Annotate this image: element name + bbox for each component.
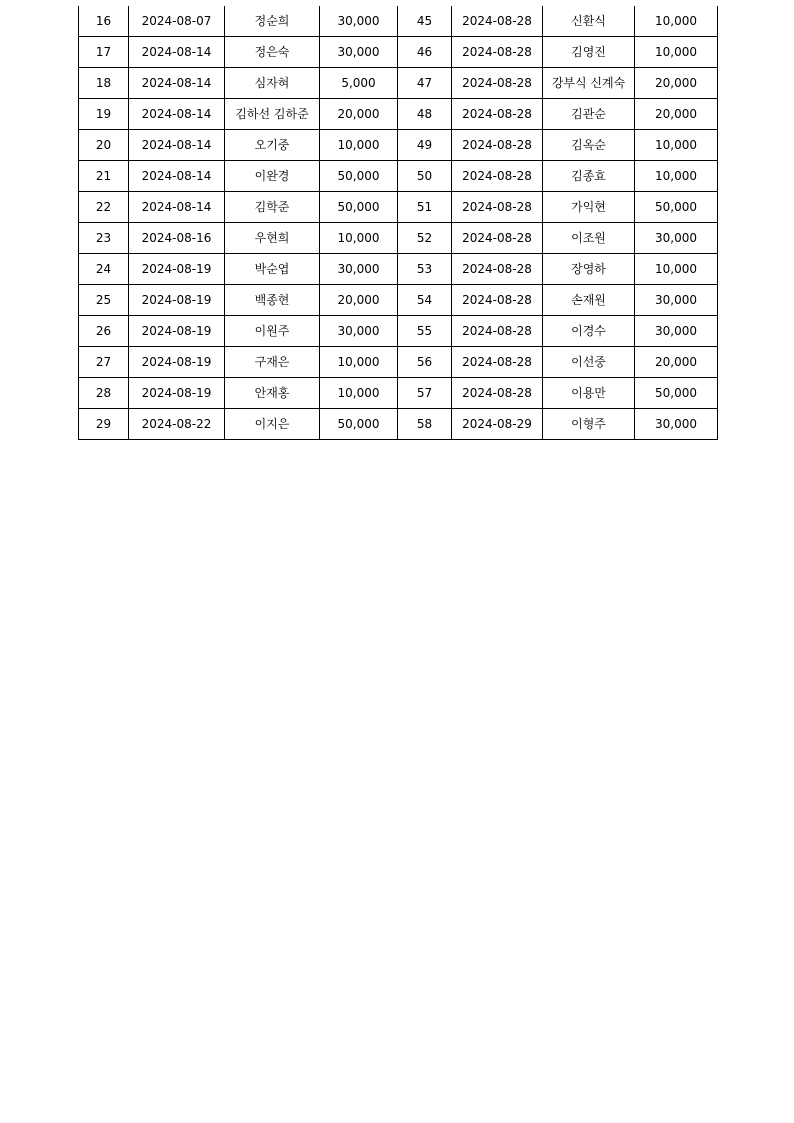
right-donor-name-cell: 이용만 xyxy=(543,378,635,409)
left-donor-name-cell: 이지은 xyxy=(225,409,320,440)
left-donation-amount-cell: 30,000 xyxy=(320,254,398,285)
right-entry-date-cell: 2024-08-28 xyxy=(452,192,543,223)
right-entry-number-cell: 46 xyxy=(398,37,452,68)
table-row xyxy=(79,347,718,378)
left-donor-name-cell: 안재홍 xyxy=(225,378,320,409)
right-entry-number-cell: 49 xyxy=(398,130,452,161)
right-entry-date-cell: 2024-08-28 xyxy=(452,37,543,68)
left-entry-number-cell: 20 xyxy=(79,130,129,161)
left-entry-number-cell: 25 xyxy=(79,285,129,316)
right-donation-amount-cell: 20,000 xyxy=(635,68,718,99)
left-donation-amount-cell: 30,000 xyxy=(320,316,398,347)
left-donor-name-cell: 정순희 xyxy=(225,6,320,37)
right-entry-date-cell: 2024-08-28 xyxy=(452,347,543,378)
right-donation-amount-cell: 10,000 xyxy=(635,37,718,68)
left-entry-number-cell: 28 xyxy=(79,378,129,409)
donation-table xyxy=(78,6,718,440)
left-entry-number-cell: 19 xyxy=(79,99,129,130)
right-entry-date-cell: 2024-08-29 xyxy=(452,409,543,440)
right-donor-name-cell: 이경수 xyxy=(543,316,635,347)
left-entry-date-cell: 2024-08-16 xyxy=(129,223,225,254)
left-entry-date-cell: 2024-08-14 xyxy=(129,130,225,161)
left-donation-amount-cell: 50,000 xyxy=(320,192,398,223)
right-donation-amount-cell: 20,000 xyxy=(635,347,718,378)
left-entry-date-cell: 2024-08-19 xyxy=(129,254,225,285)
right-entry-number-cell: 47 xyxy=(398,68,452,99)
left-donor-name-cell: 김학준 xyxy=(225,192,320,223)
left-entry-date-cell: 2024-08-22 xyxy=(129,409,225,440)
left-entry-date-cell: 2024-08-19 xyxy=(129,316,225,347)
right-donor-name-cell: 김옥순 xyxy=(543,130,635,161)
table-row xyxy=(79,37,718,68)
table-row xyxy=(79,68,718,99)
right-donation-amount-cell: 10,000 xyxy=(635,130,718,161)
left-entry-number-cell: 27 xyxy=(79,347,129,378)
left-donor-name-cell: 박순엽 xyxy=(225,254,320,285)
left-donation-amount-cell: 10,000 xyxy=(320,378,398,409)
right-entry-date-cell: 2024-08-28 xyxy=(452,161,543,192)
left-entry-number-cell: 26 xyxy=(79,316,129,347)
right-donor-name-cell: 이형주 xyxy=(543,409,635,440)
right-donor-name-cell: 김종효 xyxy=(543,161,635,192)
left-donation-amount-cell: 5,000 xyxy=(320,68,398,99)
right-donor-name-cell: 강부식 신계숙 xyxy=(543,68,635,99)
table-row xyxy=(79,316,718,347)
table-row xyxy=(79,285,718,316)
left-entry-date-cell: 2024-08-19 xyxy=(129,285,225,316)
left-donation-amount-cell: 20,000 xyxy=(320,99,398,130)
left-entry-number-cell: 16 xyxy=(79,6,129,37)
left-entry-number-cell: 21 xyxy=(79,161,129,192)
left-donation-amount-cell: 10,000 xyxy=(320,130,398,161)
left-donation-amount-cell: 10,000 xyxy=(320,223,398,254)
right-donor-name-cell: 장영하 xyxy=(543,254,635,285)
left-donation-amount-cell: 50,000 xyxy=(320,161,398,192)
right-donation-amount-cell: 30,000 xyxy=(635,285,718,316)
table-row xyxy=(79,99,718,130)
right-donation-amount-cell: 10,000 xyxy=(635,254,718,285)
table-row xyxy=(79,409,718,440)
right-entry-number-cell: 45 xyxy=(398,6,452,37)
left-donor-name-cell: 우현희 xyxy=(225,223,320,254)
right-donor-name-cell: 이조원 xyxy=(543,223,635,254)
right-entry-number-cell: 57 xyxy=(398,378,452,409)
right-donor-name-cell: 신환식 xyxy=(543,6,635,37)
left-donation-amount-cell: 30,000 xyxy=(320,37,398,68)
left-donation-amount-cell: 10,000 xyxy=(320,347,398,378)
left-entry-date-cell: 2024-08-19 xyxy=(129,378,225,409)
right-entry-number-cell: 52 xyxy=(398,223,452,254)
right-donation-amount-cell: 10,000 xyxy=(635,161,718,192)
right-donor-name-cell: 김영진 xyxy=(543,37,635,68)
right-donation-amount-cell: 30,000 xyxy=(635,316,718,347)
right-donation-amount-cell: 50,000 xyxy=(635,192,718,223)
right-entry-number-cell: 54 xyxy=(398,285,452,316)
table-row xyxy=(79,223,718,254)
table-row xyxy=(79,254,718,285)
left-donor-name-cell: 구재은 xyxy=(225,347,320,378)
right-donation-amount-cell: 30,000 xyxy=(635,223,718,254)
left-entry-number-cell: 18 xyxy=(79,68,129,99)
left-donation-amount-cell: 20,000 xyxy=(320,285,398,316)
left-entry-date-cell: 2024-08-14 xyxy=(129,192,225,223)
right-entry-number-cell: 53 xyxy=(398,254,452,285)
table-row xyxy=(79,161,718,192)
left-entry-date-cell: 2024-08-14 xyxy=(129,161,225,192)
table-row xyxy=(79,378,718,409)
right-entry-date-cell: 2024-08-28 xyxy=(452,223,543,254)
left-entry-number-cell: 22 xyxy=(79,192,129,223)
left-donor-name-cell: 김하선 김하준 xyxy=(225,99,320,130)
left-donor-name-cell: 백종현 xyxy=(225,285,320,316)
left-entry-number-cell: 29 xyxy=(79,409,129,440)
left-entry-date-cell: 2024-08-14 xyxy=(129,99,225,130)
left-donor-name-cell: 심자혀 xyxy=(225,68,320,99)
right-entry-date-cell: 2024-08-28 xyxy=(452,285,543,316)
left-entry-number-cell: 23 xyxy=(79,223,129,254)
right-entry-date-cell: 2024-08-28 xyxy=(452,378,543,409)
right-entry-date-cell: 2024-08-28 xyxy=(452,254,543,285)
left-entry-date-cell: 2024-08-19 xyxy=(129,347,225,378)
left-donor-name-cell: 이원주 xyxy=(225,316,320,347)
table-row xyxy=(79,130,718,161)
right-donation-amount-cell: 50,000 xyxy=(635,378,718,409)
right-entry-date-cell: 2024-08-28 xyxy=(452,130,543,161)
right-donation-amount-cell: 20,000 xyxy=(635,99,718,130)
right-entry-number-cell: 50 xyxy=(398,161,452,192)
left-entry-number-cell: 24 xyxy=(79,254,129,285)
right-donor-name-cell: 가익현 xyxy=(543,192,635,223)
right-entry-date-cell: 2024-08-28 xyxy=(452,99,543,130)
right-entry-number-cell: 55 xyxy=(398,316,452,347)
left-entry-date-cell: 2024-08-14 xyxy=(129,37,225,68)
left-donation-amount-cell: 30,000 xyxy=(320,6,398,37)
right-entry-number-cell: 58 xyxy=(398,409,452,440)
right-entry-number-cell: 48 xyxy=(398,99,452,130)
right-donation-amount-cell: 10,000 xyxy=(635,6,718,37)
table-row xyxy=(79,6,718,37)
left-entry-number-cell: 17 xyxy=(79,37,129,68)
right-donor-name-cell: 김관순 xyxy=(543,99,635,130)
left-donor-name-cell: 이완경 xyxy=(225,161,320,192)
left-entry-date-cell: 2024-08-14 xyxy=(129,68,225,99)
right-entry-date-cell: 2024-08-28 xyxy=(452,68,543,99)
right-entry-number-cell: 56 xyxy=(398,347,452,378)
left-entry-date-cell: 2024-08-07 xyxy=(129,6,225,37)
right-entry-number-cell: 51 xyxy=(398,192,452,223)
right-donation-amount-cell: 30,000 xyxy=(635,409,718,440)
right-entry-date-cell: 2024-08-28 xyxy=(452,6,543,37)
right-entry-date-cell: 2024-08-28 xyxy=(452,316,543,347)
left-donation-amount-cell: 50,000 xyxy=(320,409,398,440)
table-body xyxy=(79,6,718,440)
left-donor-name-cell: 오기중 xyxy=(225,130,320,161)
right-donor-name-cell: 이선중 xyxy=(543,347,635,378)
right-donor-name-cell: 손재원 xyxy=(543,285,635,316)
left-donor-name-cell: 정은숙 xyxy=(225,37,320,68)
table-row xyxy=(79,192,718,223)
